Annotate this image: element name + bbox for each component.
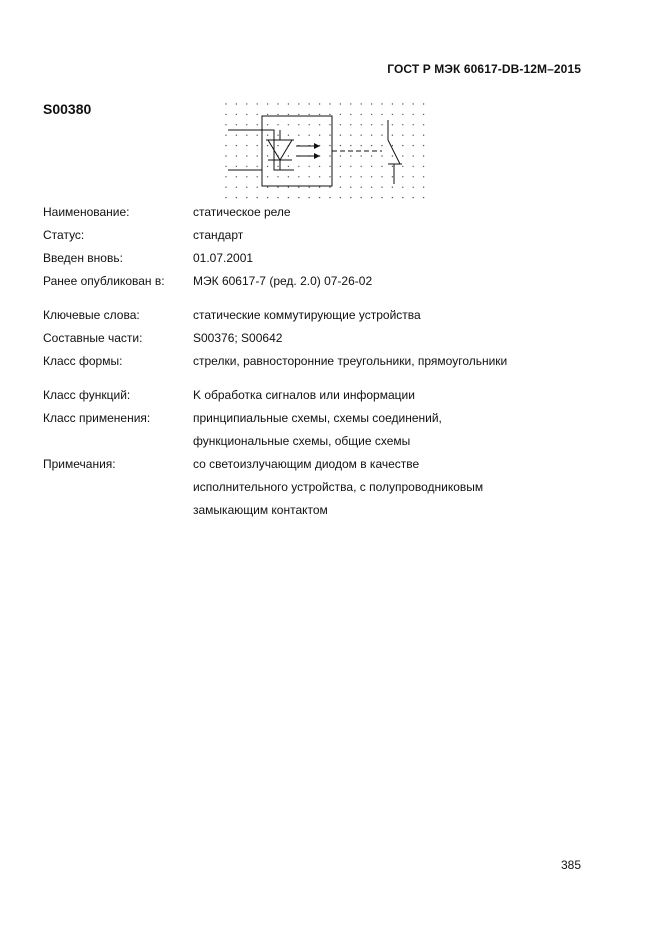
led-triangle (268, 140, 292, 160)
grid-dot (319, 166, 320, 167)
grid-dot (257, 176, 258, 177)
grid-dot (371, 145, 372, 146)
grid-dot (402, 166, 403, 167)
grid-dot (267, 135, 268, 136)
introduced-label: Введен вновь: (43, 251, 123, 265)
grid-dot (277, 176, 278, 177)
grid-dot (413, 197, 414, 198)
name-label: Наименование: (43, 205, 130, 219)
grid-dot (413, 155, 414, 156)
grid-dot (277, 166, 278, 167)
grid-dot (329, 197, 330, 198)
field-application-class (43, 406, 623, 429)
grid-dot (392, 124, 393, 125)
function-class-value: K обработка сигналов или информации (193, 388, 415, 402)
function-class-label: Класс функций: (43, 388, 131, 402)
grid-dot (392, 103, 393, 104)
page-number: 385 (560, 858, 581, 872)
grid-dot (225, 187, 226, 188)
grid-dot (246, 145, 247, 146)
grid-dot (350, 176, 351, 177)
application-class-label: Класс применения: (43, 411, 151, 425)
grid-dot (236, 166, 237, 167)
grid-dot (319, 187, 320, 188)
grid-dot (350, 166, 351, 167)
introduced-value: 01.07.2001 (193, 251, 254, 265)
grid-dot (402, 145, 403, 146)
relay-box (262, 116, 332, 186)
grid-dot (319, 176, 320, 177)
grid-dot (257, 124, 258, 125)
grid-dot (392, 197, 393, 198)
emission-arrowhead-1 (314, 143, 320, 149)
grid-dot (225, 155, 226, 156)
grid-dot (340, 176, 341, 177)
notes-value-2: исполнительного устройства, с полупроводниковым (193, 480, 484, 494)
grid-dot (329, 176, 330, 177)
static-relay-symbol (222, 100, 432, 202)
grid-dot (267, 145, 268, 146)
grid-dot (381, 197, 382, 198)
field-name (43, 200, 623, 223)
grid-dot (340, 114, 341, 115)
grid-dot (381, 124, 382, 125)
grid-dot (246, 197, 247, 198)
grid-dot (350, 155, 351, 156)
grid-dot (350, 103, 351, 104)
grid-dots (225, 103, 424, 198)
grid-dot (361, 145, 362, 146)
grid-dot (350, 187, 351, 188)
grid-dot (413, 166, 414, 167)
grid-dot (257, 187, 258, 188)
grid-dot (350, 145, 351, 146)
grid-dot (381, 166, 382, 167)
grid-dot (319, 135, 320, 136)
field-keywords (43, 303, 623, 326)
emission-arrowhead-2 (314, 153, 320, 159)
grid-dot (340, 166, 341, 167)
grid-dot (371, 197, 372, 198)
application-class-value-1: принципиальные схемы, схемы соединений, (193, 411, 442, 425)
grid-dot (329, 124, 330, 125)
grid-dot (267, 114, 268, 115)
grid-dot (267, 124, 268, 125)
grid-dot (423, 176, 424, 177)
grid-dot (350, 114, 351, 115)
grid-dot (225, 135, 226, 136)
grid-dot (361, 166, 362, 167)
grid-dot (236, 145, 237, 146)
grid-dot (381, 145, 382, 146)
grid-dot (350, 124, 351, 125)
grid-dot (319, 103, 320, 104)
field-notes (43, 452, 623, 475)
grid-dot (236, 176, 237, 177)
grid-dot (288, 135, 289, 136)
field-notes-cont-1 (43, 475, 623, 498)
grid-dot (340, 103, 341, 104)
grid-dot (298, 135, 299, 136)
parts-label: Составные части: (43, 331, 143, 345)
grid-dot (340, 145, 341, 146)
grid-dot (288, 197, 289, 198)
grid-dot (392, 187, 393, 188)
grid-dot (413, 145, 414, 146)
grid-dot (413, 103, 414, 104)
grid-dot (329, 103, 330, 104)
grid-dot (402, 135, 403, 136)
grid-dot (267, 103, 268, 104)
grid-dot (246, 176, 247, 177)
grid-dot (402, 124, 403, 125)
grid-dot (423, 166, 424, 167)
grid-dot (361, 124, 362, 125)
grid-dot (319, 114, 320, 115)
grid-dot (246, 124, 247, 125)
grid-dot (402, 103, 403, 104)
grid-dot (423, 197, 424, 198)
published-label: Ранее опубликован в: (43, 274, 165, 288)
grid-dot (298, 103, 299, 104)
notes-value-3: замыкающим контактом (193, 503, 328, 517)
grid-dot (381, 176, 382, 177)
grid-dot (402, 155, 403, 156)
grid-dot (236, 103, 237, 104)
standard-header: ГОСТ Р МЭК 60617-DB-12M–2015 (387, 62, 581, 76)
status-value: стандарт (193, 228, 244, 242)
grid-dot (298, 114, 299, 115)
symbol-code: S00380 (43, 101, 92, 117)
grid-dot (288, 103, 289, 104)
grid-dot (298, 176, 299, 177)
grid-dot (257, 103, 258, 104)
grid-dot (236, 124, 237, 125)
grid-dot (267, 166, 268, 167)
grid-dot (371, 114, 372, 115)
shape-class-label: Класс формы: (43, 354, 123, 368)
grid-dot (340, 124, 341, 125)
grid-dot (257, 114, 258, 115)
grid-dot (267, 155, 268, 156)
grid-dot (361, 197, 362, 198)
field-notes-cont-2 (43, 498, 623, 521)
grid-dot (423, 155, 424, 156)
grid-dot (236, 114, 237, 115)
grid-dot (288, 176, 289, 177)
grid-dot (257, 166, 258, 167)
grid-dot (277, 187, 278, 188)
grid-dot (340, 135, 341, 136)
grid-dot (371, 166, 372, 167)
grid-dot (257, 135, 258, 136)
grid-dot (329, 135, 330, 136)
grid-dot (277, 103, 278, 104)
grid-dot (329, 114, 330, 115)
grid-dot (413, 187, 414, 188)
grid-dot (309, 197, 310, 198)
grid-dot (288, 187, 289, 188)
grid-dot (298, 124, 299, 125)
grid-dot (225, 124, 226, 125)
grid-dot (288, 124, 289, 125)
grid-dot (298, 197, 299, 198)
grid-dot (319, 124, 320, 125)
field-published (43, 269, 623, 292)
grid-dot (277, 145, 278, 146)
grid-dot (225, 103, 226, 104)
grid-dot (257, 197, 258, 198)
grid-dot (246, 114, 247, 115)
shape-class-value: стрелки, равносторонние треугольники, прямоугольники (193, 354, 508, 368)
grid-dot (423, 145, 424, 146)
grid-dot (371, 103, 372, 104)
grid-dot (402, 187, 403, 188)
entry-fields (43, 200, 623, 521)
grid-dot (277, 114, 278, 115)
grid-dot (298, 187, 299, 188)
field-introduced (43, 246, 623, 269)
grid-dot (288, 155, 289, 156)
grid-dot (413, 124, 414, 125)
notes-label: Примечания: (43, 457, 116, 471)
grid-dot (381, 103, 382, 104)
grid-dot (236, 155, 237, 156)
grid-dot (371, 155, 372, 156)
contact-blade (388, 140, 400, 164)
grid-dot (277, 135, 278, 136)
grid-dot (392, 114, 393, 115)
notes-value-1: со светоизлучающим диодом в качестве (193, 457, 420, 471)
field-shape-class (43, 349, 623, 372)
grid-dot (329, 155, 330, 156)
grid-dot (392, 155, 393, 156)
grid-dot (371, 135, 372, 136)
grid-dot (225, 197, 226, 198)
grid-dot (309, 135, 310, 136)
keywords-value: статические коммутирующие устройства (193, 308, 421, 322)
grid-dot (277, 124, 278, 125)
grid-dot (267, 176, 268, 177)
grid-dot (413, 176, 414, 177)
grid-dot (371, 176, 372, 177)
grid-dot (246, 166, 247, 167)
grid-dot (329, 145, 330, 146)
grid-dot (246, 135, 247, 136)
grid-dot (392, 145, 393, 146)
grid-dot (246, 103, 247, 104)
application-class-value-2: функциональные схемы, общие схемы (193, 434, 411, 448)
grid-dot (413, 135, 414, 136)
grid-dot (361, 155, 362, 156)
grid-dot (309, 114, 310, 115)
grid-dot (225, 114, 226, 115)
grid-dot (381, 155, 382, 156)
name-value: статическое реле (193, 205, 291, 219)
grid-dot (402, 176, 403, 177)
grid-dot (402, 197, 403, 198)
input-lead-top (228, 130, 294, 170)
grid-dot (225, 166, 226, 167)
published-value: МЭК 60617-7 (ред. 2.0) 07-26-02 (193, 274, 373, 288)
grid-dot (423, 135, 424, 136)
grid-dot (225, 176, 226, 177)
grid-dot (309, 176, 310, 177)
grid-dot (402, 114, 403, 115)
grid-dot (371, 124, 372, 125)
grid-dot (236, 135, 237, 136)
grid-dot (423, 103, 424, 104)
grid-dot (392, 135, 393, 136)
field-function-class (43, 383, 623, 406)
field-application-class-cont (43, 429, 623, 452)
grid-dot (361, 103, 362, 104)
grid-dot (350, 135, 351, 136)
grid-dot (309, 187, 310, 188)
keywords-label: Ключевые слова: (43, 308, 140, 322)
field-status (43, 223, 623, 246)
grid-dot (423, 114, 424, 115)
grid-dot (350, 197, 351, 198)
grid-dot (246, 155, 247, 156)
grid-dot (236, 187, 237, 188)
grid-dot (267, 197, 268, 198)
grid-dot (236, 197, 237, 198)
grid-dot (288, 166, 289, 167)
grid-dot (257, 155, 258, 156)
grid-dot (371, 187, 372, 188)
grid-dot (225, 145, 226, 146)
field-parts (43, 326, 623, 349)
grid-dot (423, 187, 424, 188)
grid-dot (329, 187, 330, 188)
grid-dot (277, 197, 278, 198)
grid-dot (309, 124, 310, 125)
grid-dot (361, 187, 362, 188)
grid-dot (257, 145, 258, 146)
grid-dot (329, 166, 330, 167)
grid-dot (340, 187, 341, 188)
grid-dot (381, 114, 382, 115)
grid-dot (340, 155, 341, 156)
grid-dot (298, 166, 299, 167)
grid-dot (309, 103, 310, 104)
grid-dot (319, 197, 320, 198)
grid-dot (288, 114, 289, 115)
grid-dot (381, 135, 382, 136)
grid-dot (267, 187, 268, 188)
grid-dot (246, 187, 247, 188)
parts-value: S00376; S00642 (193, 331, 283, 345)
grid-dot (361, 135, 362, 136)
grid-dot (361, 176, 362, 177)
grid-dot (309, 166, 310, 167)
grid-dot (392, 176, 393, 177)
grid-dot (392, 166, 393, 167)
grid-dot (381, 187, 382, 188)
grid-dot (340, 197, 341, 198)
grid-dot (423, 124, 424, 125)
grid-dot (413, 114, 414, 115)
status-label: Статус: (43, 228, 85, 242)
grid-dot (361, 114, 362, 115)
